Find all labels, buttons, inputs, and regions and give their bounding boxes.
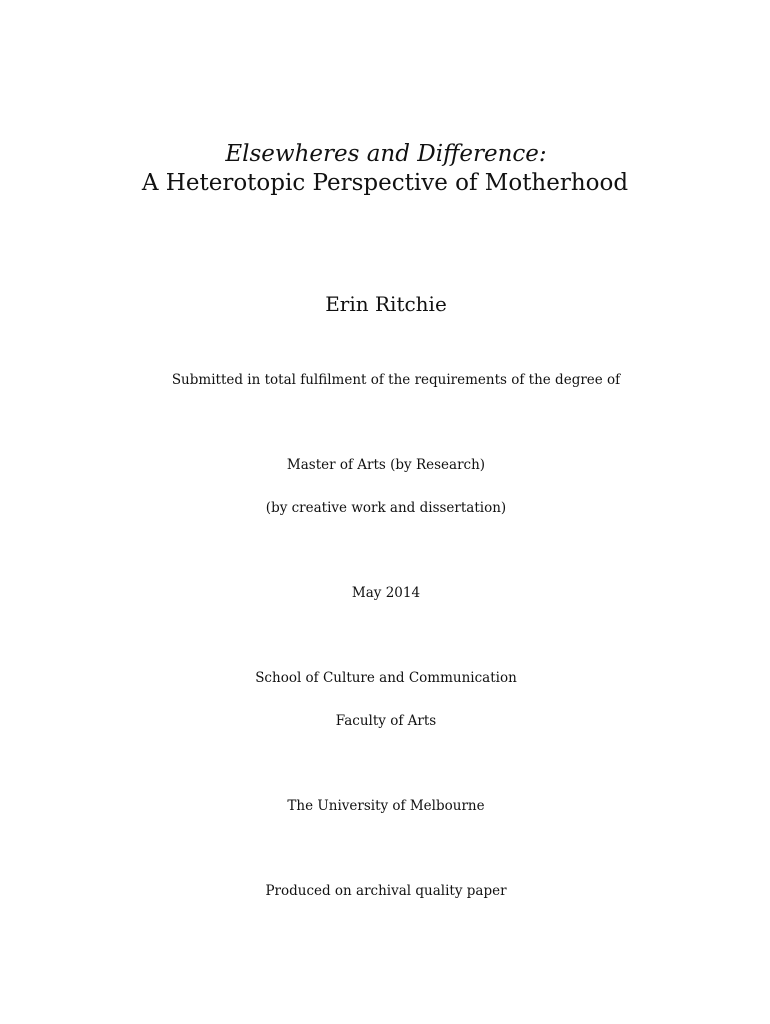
thesis-title-line-1: Elsewheres and Difference: (225, 141, 547, 167)
thesis-title-line-2: A Heterotopic Perspective of Motherhood (141, 170, 629, 196)
degree-name: Master of Arts (by Research) (286, 457, 486, 473)
school-name: School of Culture and Communication (255, 670, 517, 686)
author-name: Erin Ritchie (325, 292, 447, 316)
submission-date: May 2014 (351, 585, 421, 601)
faculty-name: Faculty of Arts (335, 713, 437, 729)
archival-paper-note: Produced on archival quality paper (265, 883, 507, 899)
submission-statement: Submitted in total fulfilment of the requirements of the degree of (171, 372, 621, 388)
degree-mode: (by creative work and dissertation) (265, 500, 507, 516)
university-name: The University of Melbourne (287, 798, 485, 814)
